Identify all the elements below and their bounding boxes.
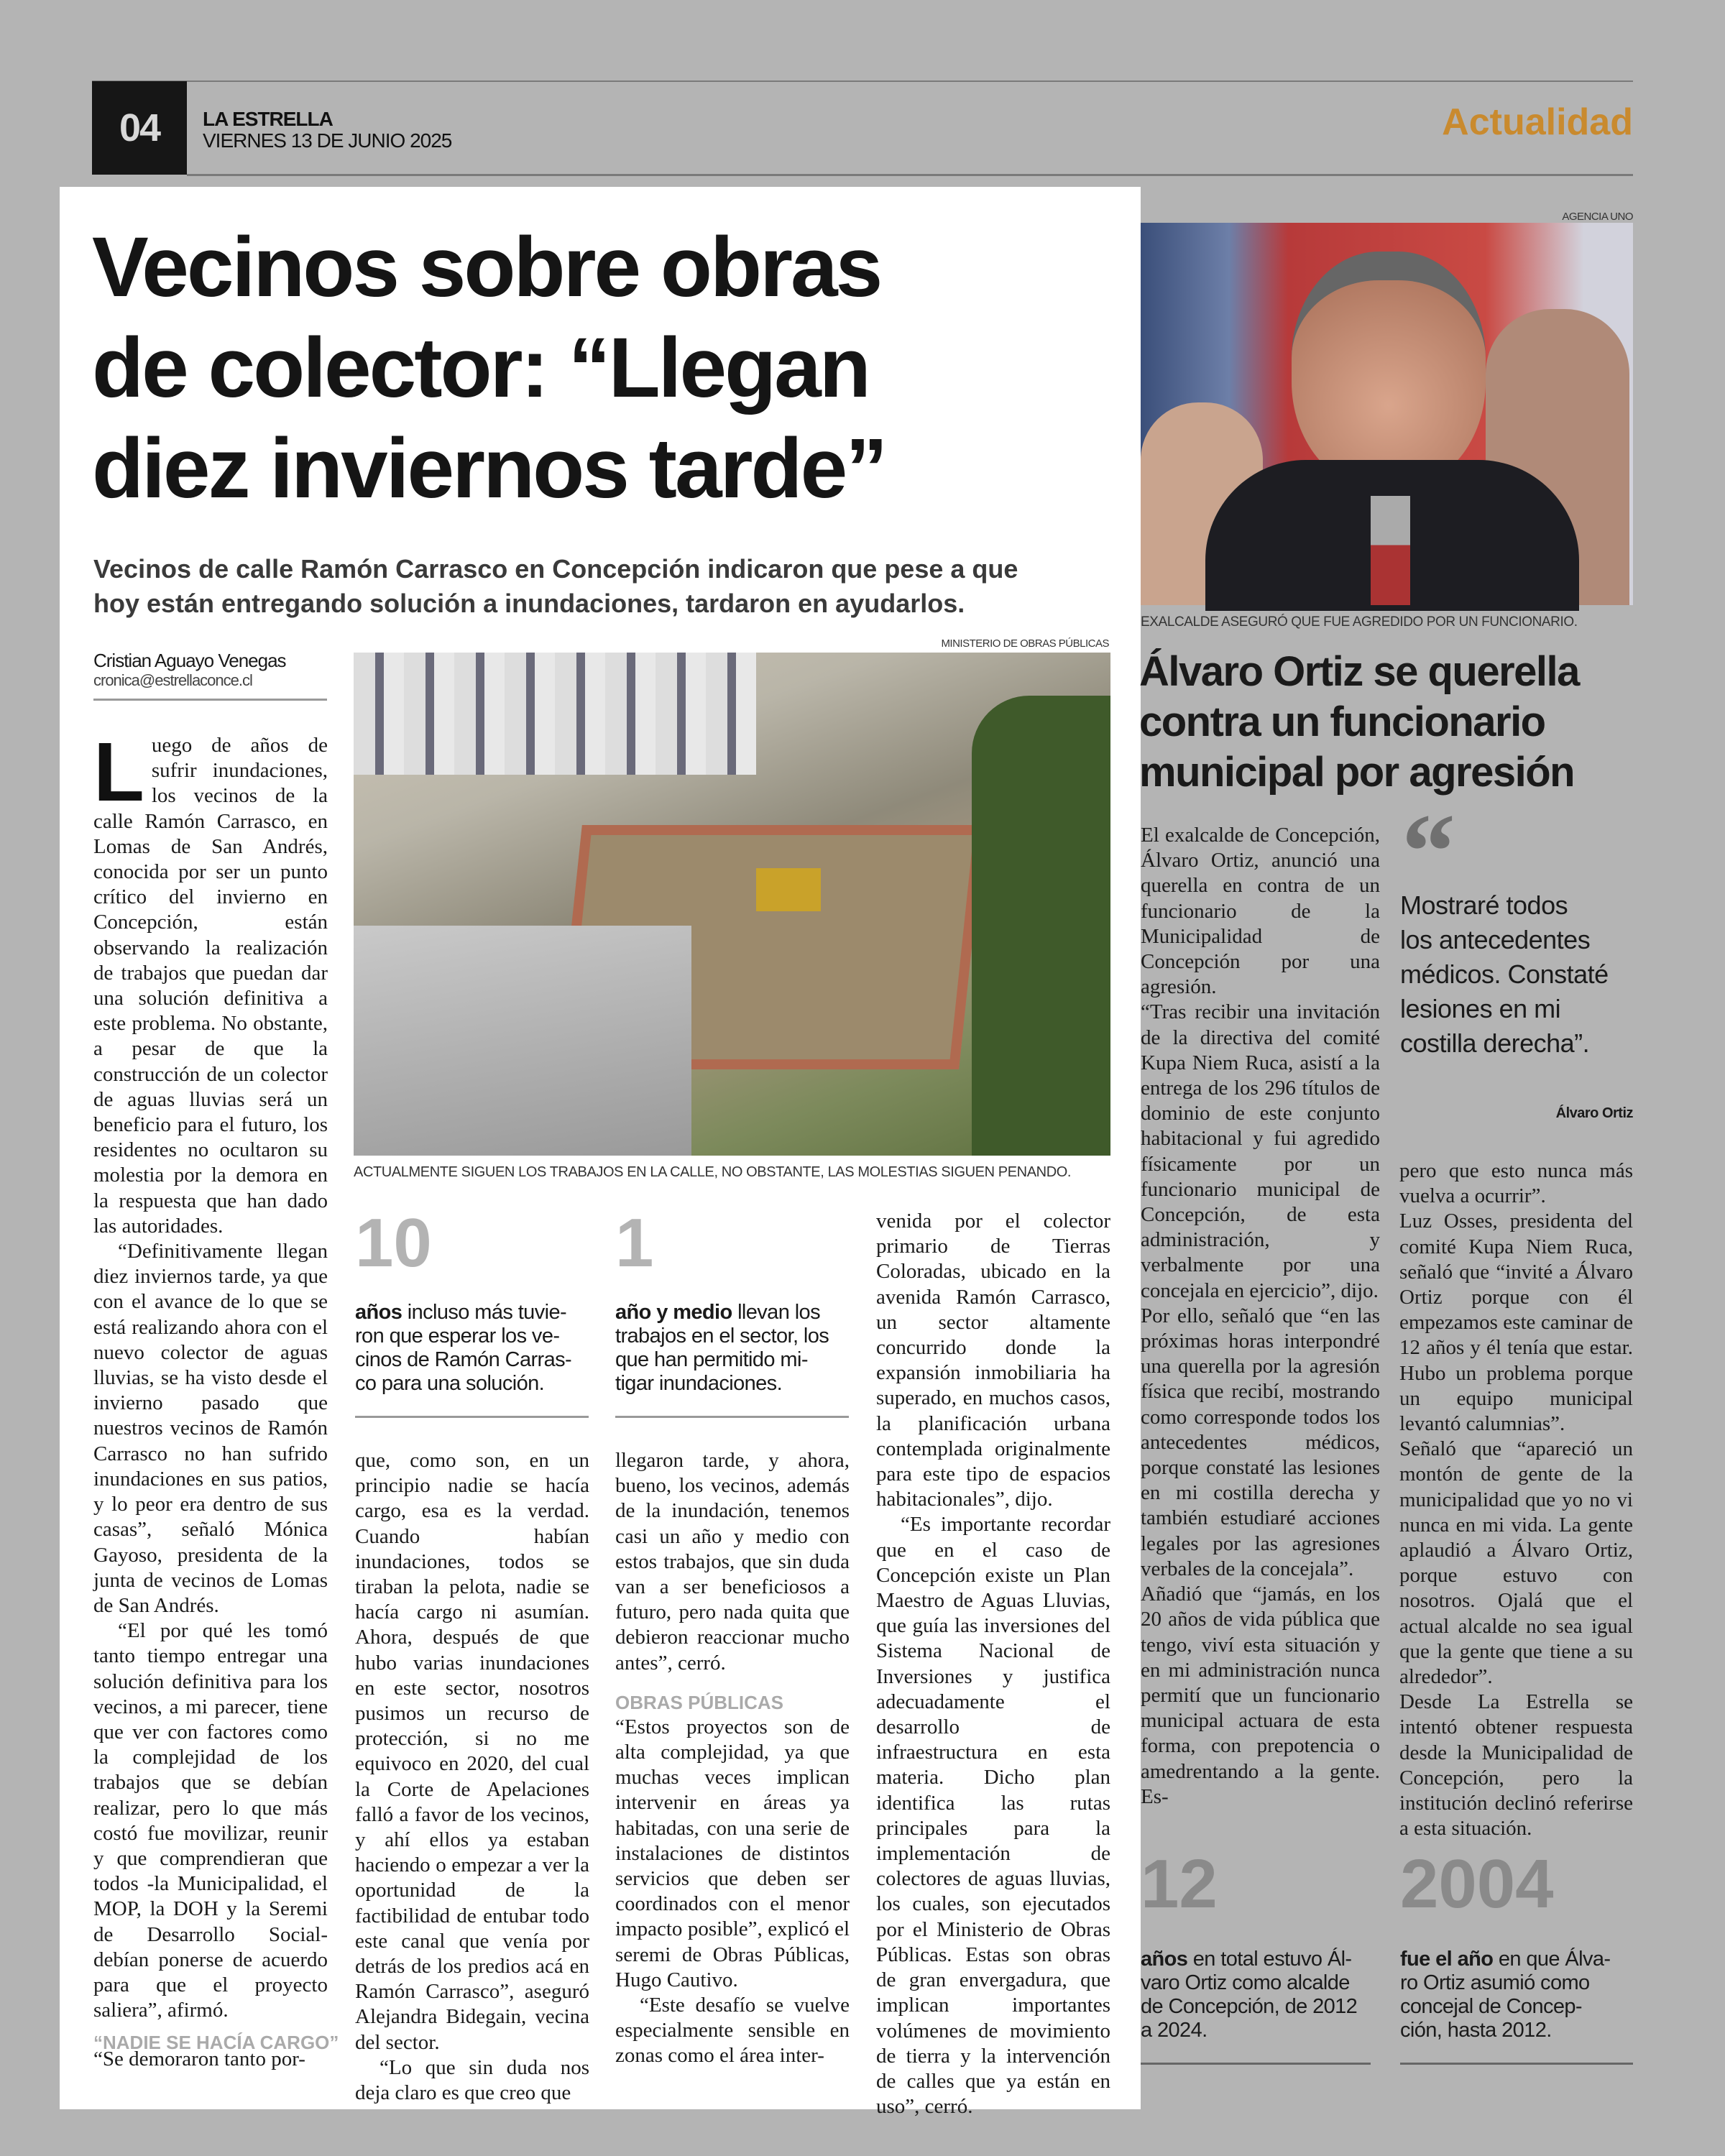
side-column-a: [1141, 823, 1380, 1807]
stat-rule: [615, 1416, 849, 1418]
side-headline: [1139, 647, 1579, 798]
paragraph: “Es importante recordar que en el caso de Concepción existe un Plan Maestro de Aguas Lluvias, que guía las inversiones del Sistema Nacional de Inversiones y justifica adecuadamente el desarrollo de infraestructura en esta materia. Dicho plan identifica las rutas principales para la implementación de colectores de aguas lluvias, los cuales, son ejecutados por el Ministerio de Obras Públicas. Estas son obras de gran envergadura, que implican importantes volúmenes de movimiento de tierra y la intervención de calles que ya están en uso”, cerró.: [876, 1513, 1110, 2119]
stat-bold: fue el año: [1400, 1948, 1494, 1971]
paragraph: llegaron tarde, y ahora, bueno, los vecinos, además de la inundación, tenemos casi un año y medio con estos trabajos, que sin duda van a ser beneficiosos a futuro, pero nada quita que debieron reaccionar mucho antes”, cerró.: [615, 1449, 850, 1674]
byline-rule: [93, 699, 327, 701]
stat-rule: [355, 1416, 589, 1418]
issue-date: VIERNES 13 DE JUNIO 2025: [203, 129, 452, 152]
stat-text: [1400, 1948, 1634, 2042]
stat-text: [355, 1301, 589, 1396]
page-number: 04: [92, 81, 187, 175]
parking-lot: [354, 653, 756, 775]
paragraph: pero que esto nunca más vuelva a ocurrir”.: [1399, 1159, 1633, 1208]
stat-line: ción, hasta 2012.: [1400, 2019, 1552, 2042]
header-bottom-rule: [187, 174, 1633, 176]
article-column-1: [93, 725, 328, 2022]
microphone-icon: [1371, 496, 1410, 605]
paragraph: Por ello, señaló que “en las próximas horas interpondré una querella por la agresión física que recibí, mostrando como corresponde todos los antecedentes médicos, porque constaté las lesiones en mi costilla derecha y también estudiaré acciones legales por las agresiones verbales de la concejala”.: [1141, 1304, 1380, 1580]
headline-line: diez inviernos tarde”: [92, 421, 886, 516]
speaker-face: [1292, 252, 1486, 489]
side-photo-credit: AGENCIA UNO: [1562, 211, 1633, 223]
stat-line: en que Álva-: [1493, 1948, 1611, 1971]
stat-bold: años: [355, 1301, 402, 1324]
stat-line: a 2024.: [1141, 2019, 1208, 2042]
quote-line: lesiones en mi: [1400, 994, 1561, 1023]
side-column-b: [1399, 1158, 1633, 1841]
quote-line: Mostraré todos: [1400, 890, 1568, 920]
subheading: OBRAS PÚBLICAS: [615, 1691, 784, 1713]
paragraph: “Lo que sin duda nos deja claro es que creo que: [355, 2055, 589, 2105]
stat-bold: año y medio: [615, 1301, 732, 1324]
stat-number: 12: [1141, 1846, 1218, 1922]
paragraph: “Tras recibir una invitación de la directiva del comité Kupa Niem Ruca, asistí a la entrega de los 296 títulos de dominio de este conjunto habitacional y fui agredido físicamente por un funcionario municipal de Concepción, de esta administración, y verbalmente por una concejala en ejercicio”, dijo.: [1141, 1000, 1380, 1302]
article-column-4: [876, 1209, 1110, 2119]
road: [354, 926, 691, 1156]
drop-cap: L: [93, 725, 144, 819]
photo-caption: ACTUALMENTE SIGUEN LOS TRABAJOS EN LA CALLE, NO OBSTANTE, LAS MOLESTIAS SIGUEN PENANDO.: [354, 1164, 1072, 1180]
stat-line: llevan los: [732, 1301, 820, 1324]
quote-mark-icon: “: [1402, 792, 1455, 911]
stat-line: tigar inundaciones.: [615, 1372, 783, 1395]
paragraph: que, como son, en un principio nadie se hacía cargo, esa es la verdad. Cuando habían inundaciones, todos se tiraban la pelota, nadie se hacía cargo ni asumían. Ahora, después de que hubo varias inundaciones en este sector, nosotros pusimos un recurso de protección, si no me equivoco en 2020, del cual la Corte de Apelaciones falló a favor de los vecinos, y ahí ellos ya estaban haciendo o empezar a ver la oportunidad de la factibilidad de entubar todo este canal que venía por detrás de los predios acá en Ramón Carrasco”, aseguró Alejandra Bidegain, vecina del sector.: [355, 1449, 589, 2054]
deck-line: hoy están entregando solución a inundaciones, tardaron en ayudarlos.: [93, 589, 965, 618]
newspaper-name: LA ESTRELLA: [203, 108, 333, 130]
stat-line: co para una solución.: [355, 1372, 545, 1395]
headline-line: Álvaro Ortiz se querella: [1139, 648, 1579, 695]
stat-line: en total estuvo Ál-: [1187, 1948, 1352, 1971]
paragraph: uego de años de sufrir inundaciones, los vecinos de la calle Ramón Carrasco, en Lomas de San Andrés, conocida por ser un punto crítico del invierno en Concepción, están observando la realización de trabajos que puedan dar una solución definitiva a este problema. No obstante, a pesar de que la construcción de un colector de aguas lluvias será un beneficio para el futuro, los residentes no ocultaron su molestia por la demora en la respuesta que han dado las autoridades.: [93, 734, 328, 1238]
paragraph: “Definitivamente llegan diez inviernos tarde, ya que con el avance de lo que se está realizando ahora con el nuevo colector de aguas lluvias, se ha visto desde el invierno pasado que nuestros vecinos de Ramón Carrasco no han sufrido inundaciones en sus patios, y lo peor era dentro de sus casas”, señaló Mónica Gayoso, presidenta de la junta de vecinos de Lomas de San Andrés.: [93, 1240, 328, 1617]
stat-number: 1: [615, 1204, 654, 1281]
construction-photo: [354, 653, 1110, 1156]
stat-text: [615, 1301, 850, 1396]
stat-rule: [1400, 2063, 1633, 2065]
byline: [93, 650, 286, 691]
stat-line: que han permitido mi-: [615, 1348, 808, 1371]
article-column-2: [355, 1448, 589, 2105]
byline-author: Cristian Aguayo Venegas: [93, 650, 286, 671]
stat-line: ron que esperar los ve-: [355, 1325, 560, 1348]
stat-line: ro Ortiz asumió como: [1400, 1971, 1590, 1994]
deck-line: Vecinos de calle Ramón Carrasco en Concepción indicaron que pese a que: [93, 554, 1018, 584]
paragraph: “Se demoraron tanto por-: [93, 2047, 305, 2070]
stat-text: [1141, 1948, 1375, 2042]
section-name: Actualidad: [1442, 101, 1633, 143]
pull-quote: [1400, 888, 1609, 1061]
headline-line: contra un funcionario: [1139, 699, 1545, 745]
header-top-rule: [92, 80, 1633, 82]
trees: [972, 696, 1110, 1156]
byline-email: cronica@estrellaconce.cl: [93, 671, 252, 689]
stat-line: de Concepción, de 2012: [1141, 1995, 1358, 2018]
quote-author: Álvaro Ortiz: [1555, 1105, 1633, 1121]
side-photo-caption: EXALCALDE ASEGURÓ QUE FUE AGREDIDO POR UN FUNCIONARIO.: [1141, 614, 1578, 630]
paragraph: “Estos proyectos son de alta complejidad, ya que muchas veces implican intervenir en áreas ya habitadas, con una serie de instalaciones de distintos servicios que deben ser coordinados con el menor impacto posible”, explicó el seremi de Obras Públicas, Hugo Cautivo.: [615, 1715, 850, 1991]
paragraph: “Este desafío se vuelve especialmente sensible en zonas como el área inter-: [615, 1994, 850, 2068]
subheading: “NADIE SE HACÍA CARGO”: [93, 2032, 339, 2053]
paragraph: Luz Osses, presidenta del comité Kupa Niem Ruca, señaló que “invité a Álvaro Ortiz porque con él empezamos este caminar de 12 años y él tenía que estar. Hubo un problema porque un equipo municipal levantó calumnias”.: [1399, 1210, 1633, 1436]
stat-line: cinos de Ramón Carras-: [355, 1348, 572, 1371]
stat-rule: [1141, 2063, 1371, 2065]
paragraph: “El por qué les tomó tanto tiempo entregar una solución definitiva para los vecinos, a mi parecer, tiene que ver con factores como la complejidad de los trabajos que se debían realizar, pero lo que más costó fue movilizar, reunir y que comprendieran que todos -la Municipalidad, el MOP, la DOH y la Seremi de Desarrollo Social- debían ponerse de acuerdo para que el proyecto saliera”, afirmó.: [93, 1619, 328, 2022]
headline-line: municipal por agresión: [1139, 749, 1575, 796]
stat-number: 10: [355, 1204, 432, 1281]
stat-line: trabajos en el sector, los: [615, 1325, 829, 1348]
paragraph: venida por el colector primario de Tierras Coloradas, ubicado en la avenida Ramón Carrasco, un sector altamente concurrido donde la expansión inmobiliaria ha superado, en muchos casos, la planificación urbana contemplada originalmente para este tipo de espacios habitacionales”, dijo.: [876, 1210, 1110, 1511]
paragraph: Desde La Estrella se intentó obtener respuesta desde la Municipalidad de Concepción, pero la institución declinó referirse a esta situación.: [1399, 1690, 1633, 1841]
headline-line: de colector: “Llegan: [92, 321, 869, 415]
headline-line: Vecinos sobre obras: [92, 220, 881, 315]
paragraph: El exalcalde de Concepción, Álvaro Ortiz, anunció una querella en contra de un funcionario de la Municipalidad de Concepción por una agresión.: [1141, 824, 1380, 999]
main-headline: [92, 217, 886, 519]
quote-line: costilla derecha”.: [1400, 1028, 1590, 1058]
stat-line: varo Ortiz como alcalde: [1141, 1971, 1350, 1994]
main-deck: [93, 552, 1018, 621]
stat-line: incluso más tuvie-: [402, 1301, 567, 1324]
paragraph: Señaló que “apareció un montón de gente de la municipalidad que yo no vi nunca en mi vida. La gente aplaudió a Álvaro Ortiz, porque estuvo con nosotros. Ojalá que el actual alcalde no sea igual que la gente que tiene a su alrededor”.: [1399, 1437, 1633, 1689]
excavator: [756, 868, 821, 911]
article-column-3: [615, 1448, 850, 2073]
stat-number: 2004: [1400, 1846, 1554, 1922]
ortiz-photo: [1141, 223, 1633, 605]
stat-bold: años: [1141, 1948, 1188, 1971]
quote-line: los antecedentes: [1400, 925, 1591, 954]
stat-line: concejal de Concep-: [1400, 1995, 1582, 2018]
paragraph: Añadió que “jamás, en los 20 años de vida pública que tengo, viví esta situación y en mi administración nunca permití que un funcionario municipal actuara de esta forma, con prepotencia o amedrentando a la gente. Es-: [1141, 1583, 1380, 1808]
photo-credit: MINISTERIO DE OBRAS PÚBLICAS: [941, 637, 1109, 650]
quote-line: médicos. Constaté: [1400, 959, 1609, 989]
